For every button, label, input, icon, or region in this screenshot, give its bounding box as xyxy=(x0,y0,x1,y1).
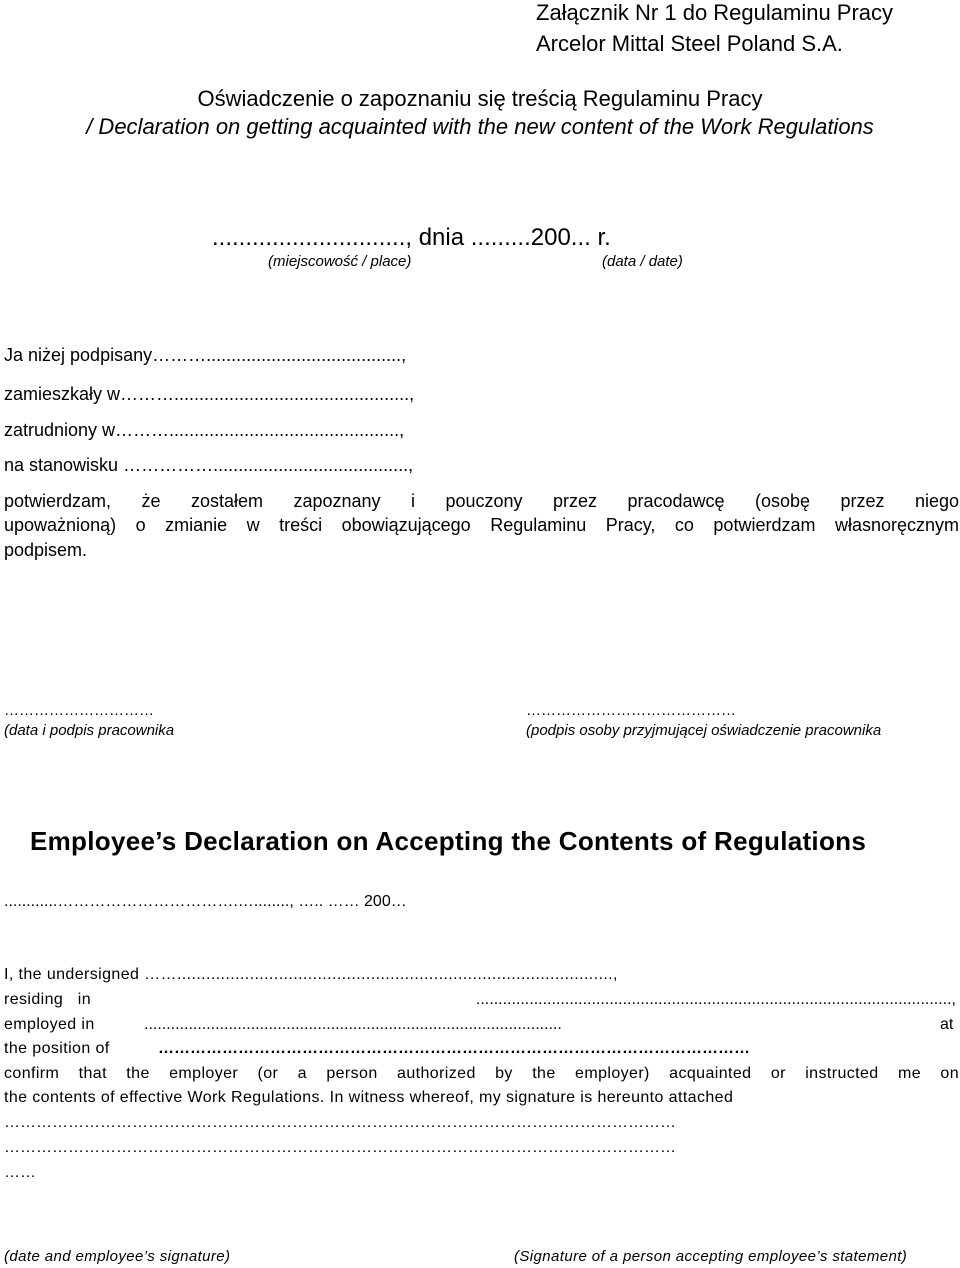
form-line-employed: zatrudniony w……….............................................., xyxy=(4,420,405,440)
statement-en-line-2: the contents of effective Work Regulations. In witness whereof, my signature is hereunto attached xyxy=(4,1089,734,1106)
place-date-line: ............................., dnia .........200... r. xyxy=(212,224,611,251)
english-date-line: ............…………………………….…........, ….. …… 200… xyxy=(4,893,407,910)
form-line-position: na stanowisku ……………......................................., xyxy=(4,455,414,475)
english-employee-signature-caption: (date and employee’s signature) xyxy=(4,1248,231,1265)
statement-pl-line-3: podpisem. xyxy=(4,540,88,560)
date-caption: (data / date) xyxy=(602,253,683,270)
english-line-employed-dots: .............................................................................................. xyxy=(144,1016,562,1033)
english-line-employed-label: employed in xyxy=(4,1016,95,1033)
signature-recipient-caption: (podpis osoby przyjmującej oświadczenie pracownika xyxy=(526,722,882,739)
place-caption: (miejscowość / place) xyxy=(268,253,412,270)
english-recipient-signature-caption: (Signature of a person accepting employee’s statement) xyxy=(514,1248,908,1265)
header-line-1: Załącznik Nr 1 do Regulaminu Pracy xyxy=(536,0,894,25)
english-dots-line-2: ……………………………………………………………………………………………………………… xyxy=(4,1139,676,1156)
english-line-residing-dots: ..........................................................................................................., xyxy=(475,991,956,1008)
english-line-residing-label: residing in xyxy=(4,991,92,1008)
title-english: / Declaration on getting acquainted with the new content of the Work Regulations xyxy=(86,114,874,139)
statement-pl-line-1: potwierdzam, że zostałem zapoznany i pouczony przez pracodawcę (osobę przez niego xyxy=(4,491,959,511)
english-line-employed-end: at xyxy=(940,1016,954,1033)
english-dots-line-3: …… xyxy=(4,1164,36,1181)
english-line-position-label: the position of xyxy=(4,1040,110,1057)
english-dots-line-1: ……………………………………………………………………………………………………………… xyxy=(4,1114,676,1131)
english-line-undersigned: I, the undersigned …….........................................................................................., xyxy=(4,966,618,983)
english-heading: Employee’s Declaration on Accepting the Contents of Regulations xyxy=(30,826,867,856)
statement-en-line-1: confirm that the employer (or a person authorized by the employer) acquainted or instructed me on xyxy=(4,1065,959,1082)
header-line-2: Arcelor Mittal Steel Poland S.A. xyxy=(536,31,843,56)
statement-pl-line-2: upoważnioną) o zmianie w treści obowiązującego Regulaminu Pracy, co potwierdzam własnoręcznym xyxy=(4,515,959,535)
title-polish: Oświadczenie o zapoznaniu się treścią Regulaminu Pracy xyxy=(197,86,763,111)
form-line-name: Ja niżej podpisany………......................................., xyxy=(4,345,407,365)
signature-employee-caption: (data i podpis pracownika xyxy=(4,722,175,739)
signature-recipient-dots: …………………………………… xyxy=(526,702,736,719)
form-line-residing: zamieszkały w………..............................................., xyxy=(4,384,415,404)
english-line-position-dots: ………………………………………………………………………………………………… xyxy=(158,1040,750,1057)
signature-employee-dots: ………………………… xyxy=(4,702,154,719)
